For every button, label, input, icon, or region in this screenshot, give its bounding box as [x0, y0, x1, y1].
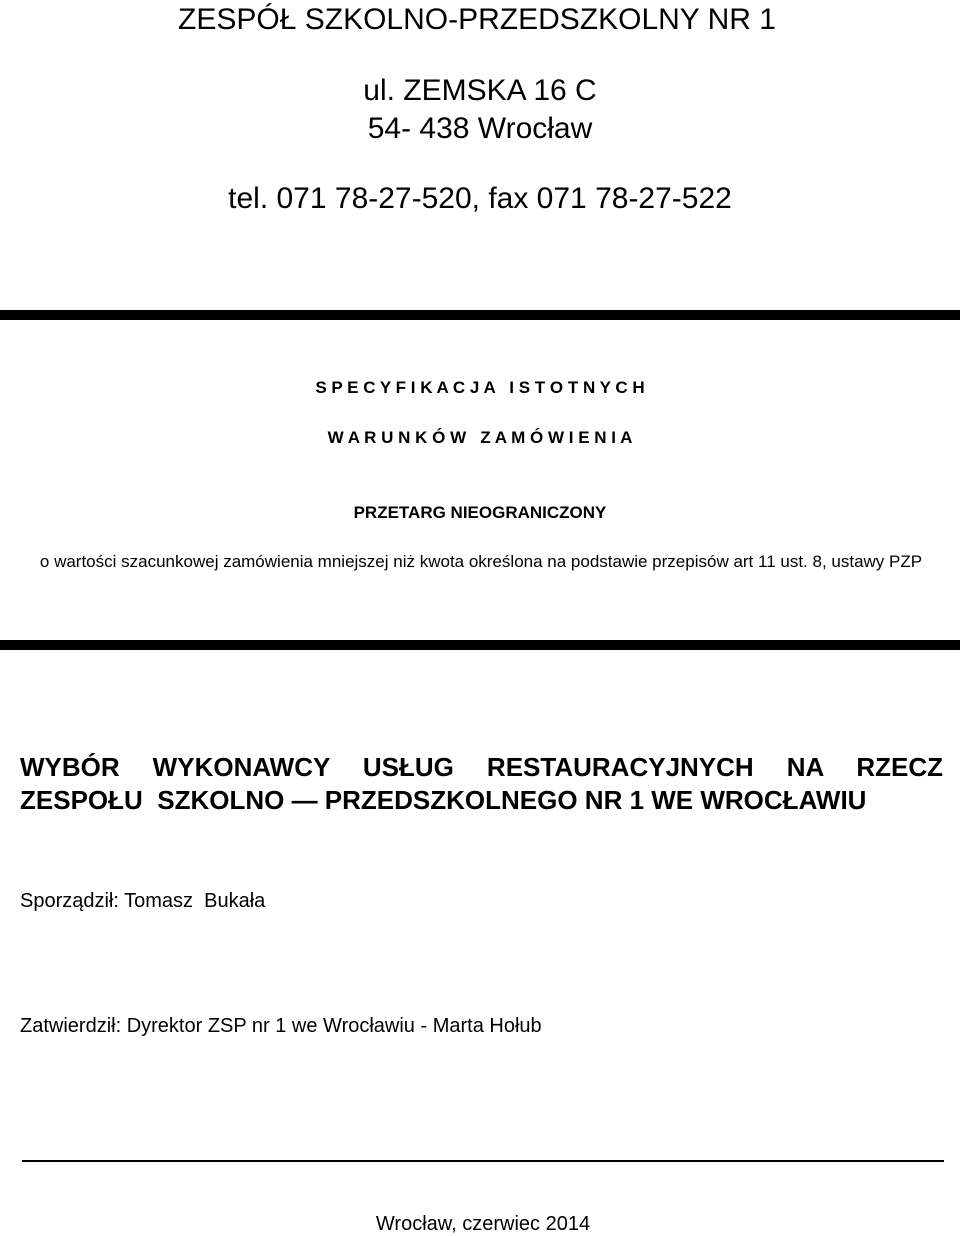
school-name: ZESPÓŁ SZKOLNO-PRZEDSZKOLNY NR 1	[178, 3, 776, 36]
specification-title-line-2: W A R U N K Ó W Z A M Ó W I E N I A	[327, 428, 633, 447]
divider-top	[0, 310, 960, 320]
contract-subject-line-1: WYBÓR WYKONAWCY USŁUG RESTAURACYJNYCH NA RZECZ	[20, 752, 943, 782]
tender-type: PRZETARG NIEOGRANICZONY	[353, 503, 607, 522]
divider-bottom	[22, 1160, 944, 1162]
street-address: ul. ZEMSKA 16 C	[363, 74, 597, 107]
place-and-date: Wrocław, czerwiec 2014	[375, 1213, 591, 1235]
specification-title-line-1: S P E C Y F I K A C J A I S T O T N Y C H	[315, 378, 645, 397]
contract-subject	[20, 751, 943, 817]
contract-subject-line-2: ZESPOŁU SZKOLNO — PRZEDSZKOLNEGO NR 1 WE WROCŁAWIU	[20, 785, 867, 815]
phone-fax: tel. 071 78-27-520, fax 071 78-27-522	[228, 182, 732, 215]
tender-description: o wartości szacunkowej zamówienia mniejszej niż kwota określona na podstawie przepisów art 11 ust. 8, ustawy PZP	[39, 552, 923, 571]
postal-city: 54- 438 Wrocław	[367, 112, 593, 145]
divider-middle	[0, 640, 960, 650]
prepared-by: Sporządził: Tomasz Bukała	[20, 890, 266, 912]
approved-by: Zatwierdził: Dyrektor ZSP nr 1 we Wrocławiu - Marta Hołub	[20, 1015, 542, 1037]
